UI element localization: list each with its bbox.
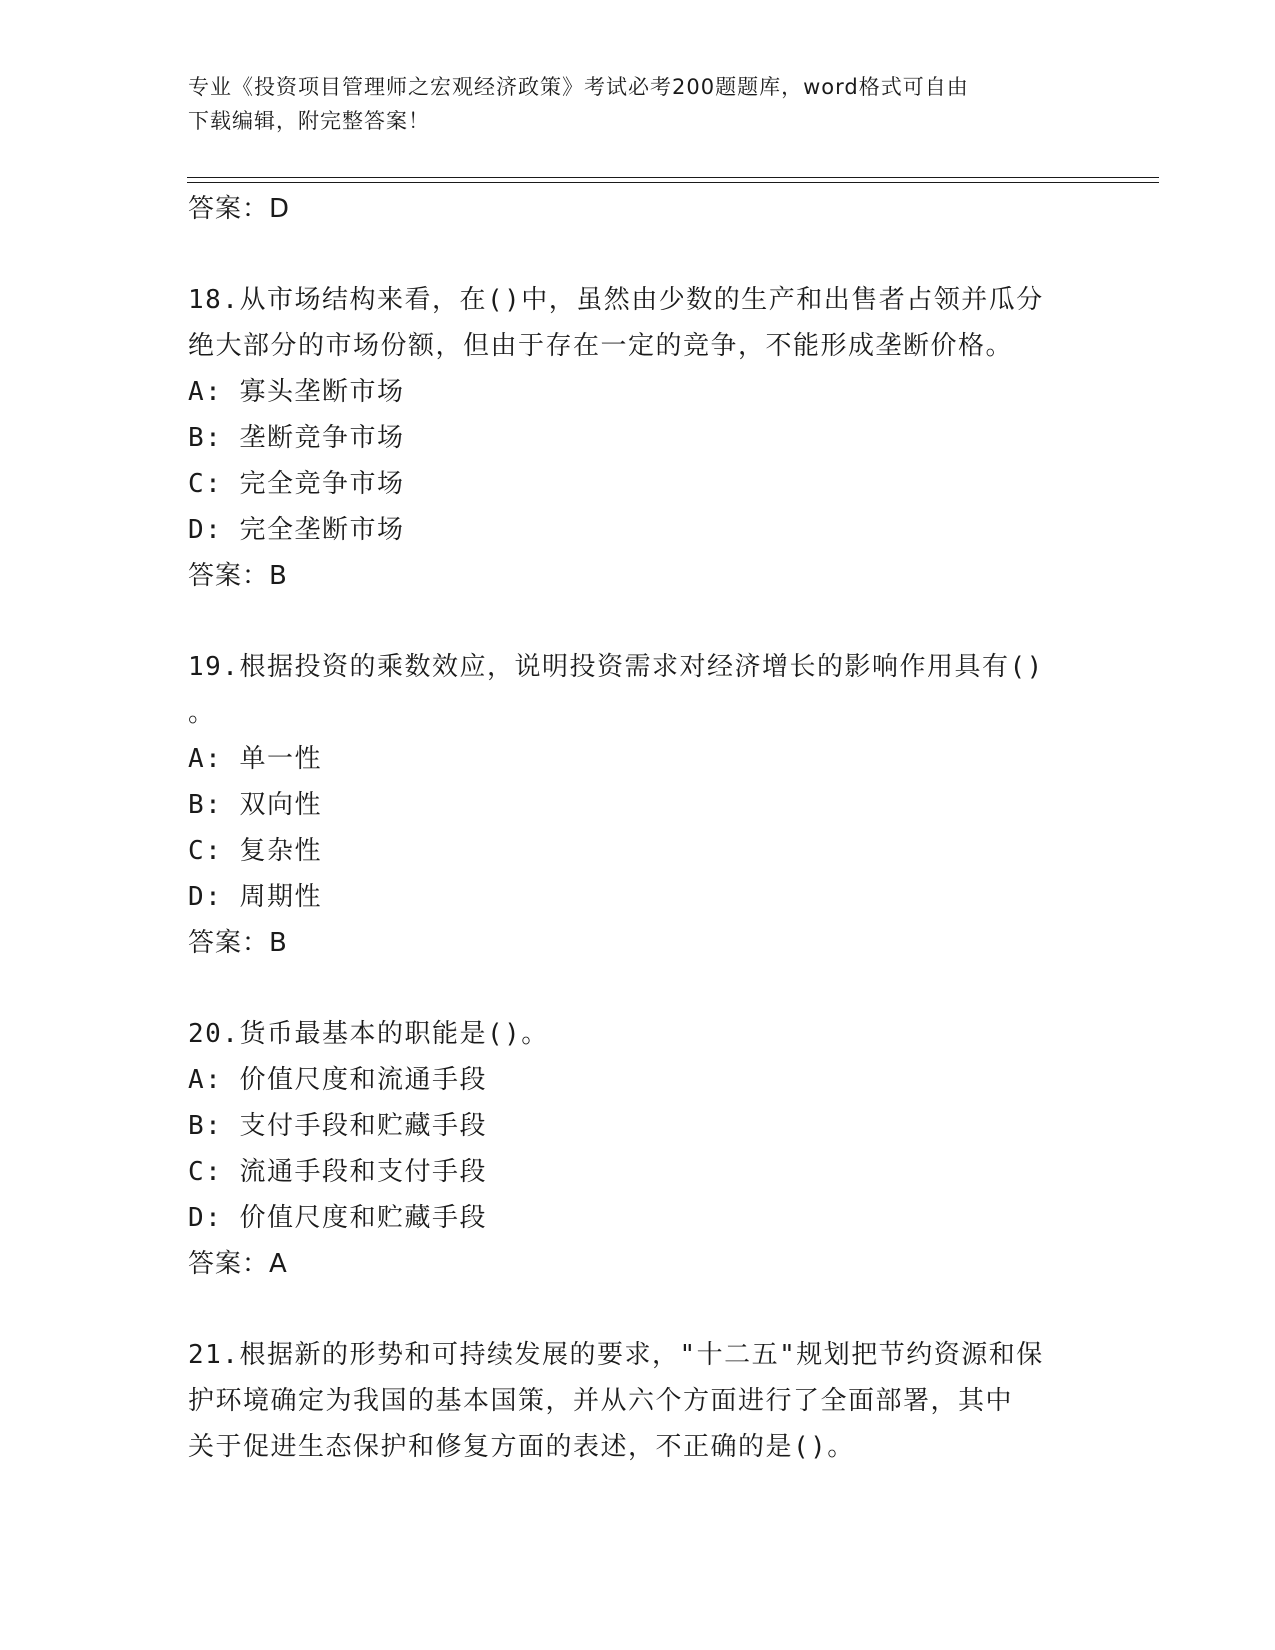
- option-b: B: 垄断竞争市场: [188, 423, 405, 453]
- question-text: 18.从市场结构来看，在()中，虽然由少数的生产和出售者占领并瓜分: [188, 285, 1044, 315]
- question-list: [188, 186, 1088, 1470]
- question-18: [188, 277, 1088, 599]
- question-text: 19.根据投资的乘数效应，说明投资需求对经济增长的影响作用具有(): [188, 652, 1044, 682]
- answer: 答案：B: [188, 561, 288, 591]
- header-line-2: 下载编辑，附完整答案！: [188, 109, 430, 133]
- option-c: C: 完全竞争市场: [188, 469, 405, 499]
- answer-prev: 答案：D: [188, 194, 291, 224]
- document-header: [188, 70, 1078, 138]
- header-divider-top: [187, 177, 1159, 178]
- question-text: 21.根据新的形势和可持续发展的要求，"十二五"规划把节约资源和保: [188, 1340, 1044, 1370]
- option-d: D: 周期性: [188, 882, 322, 912]
- question-text: 关于促进生态保护和修复方面的表述，不正确的是()。: [188, 1432, 855, 1462]
- question-text: 护环境确定为我国的基本国策，并从六个方面进行了全面部署，其中: [188, 1386, 1014, 1416]
- option-a: A: 寡头垄断市场: [188, 377, 405, 407]
- option-c: C: 复杂性: [188, 836, 322, 866]
- option-c: C: 流通手段和支付手段: [188, 1157, 487, 1187]
- option-b: B: 双向性: [188, 790, 322, 820]
- option-a: A: 单一性: [188, 744, 322, 774]
- question-20: [188, 1011, 1088, 1287]
- answer: 答案：A: [188, 1249, 288, 1279]
- option-d: D: 价值尺度和贮藏手段: [188, 1203, 487, 1233]
- question-text: 。: [188, 698, 216, 728]
- option-a: A: 价值尺度和流通手段: [188, 1065, 487, 1095]
- header-line-1: 专业《投资项目管理师之宏观经济政策》考试必考200题题库，word格式可自由: [188, 75, 969, 99]
- answer: 答案：B: [188, 928, 288, 958]
- question-21: [188, 1332, 1088, 1470]
- header-divider-bottom: [187, 182, 1159, 183]
- option-b: B: 支付手段和贮藏手段: [188, 1111, 487, 1141]
- option-d: D: 完全垄断市场: [188, 515, 405, 545]
- question-19: [188, 644, 1088, 966]
- question-text: 20.货币最基本的职能是()。: [188, 1019, 549, 1049]
- question-text: 绝大部分的市场份额，但由于存在一定的竞争，不能形成垄断价格。: [188, 331, 1014, 361]
